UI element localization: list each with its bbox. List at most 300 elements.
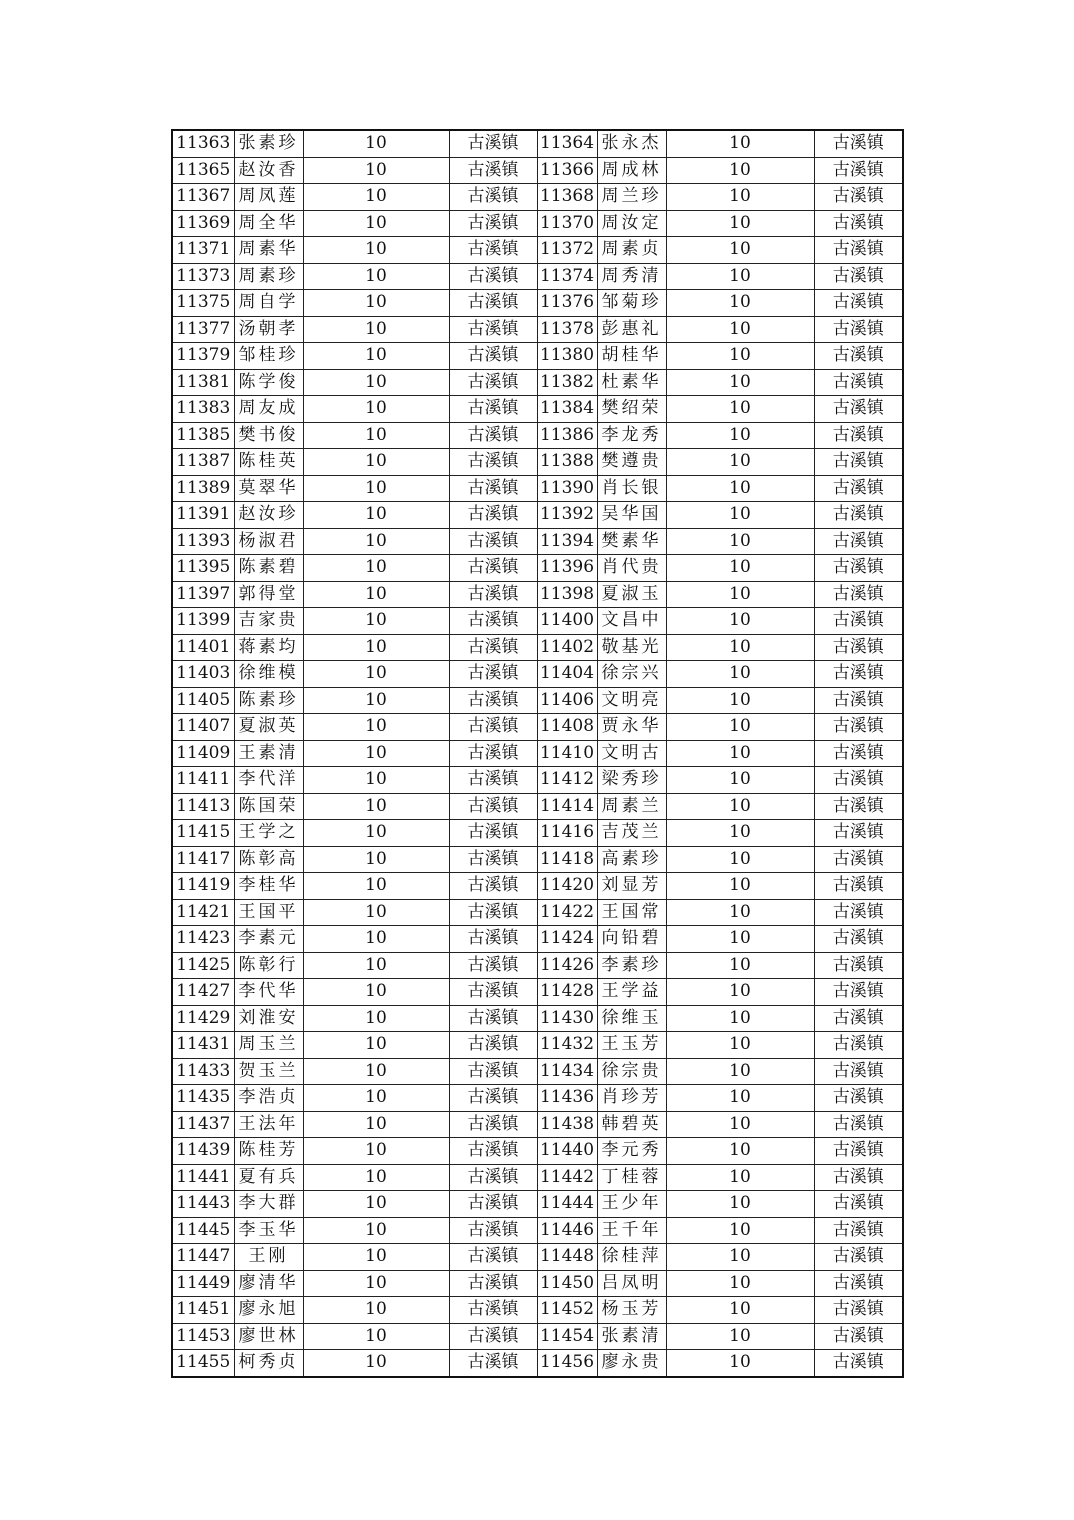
left-town-cell: 古溪镇 (449, 1350, 537, 1377)
table-row (172, 396, 903, 423)
right-name-cell: 吴华国 (597, 502, 666, 529)
left-id-cell: 11413 (172, 793, 234, 820)
left-id-cell: 11379 (172, 343, 234, 370)
right-id-cell: 11452 (537, 1297, 597, 1324)
left-amount-cell: 10 (303, 1032, 449, 1059)
table-row (172, 820, 903, 847)
right-name-cell: 杨玉芳 (597, 1297, 666, 1324)
table-row (172, 1297, 903, 1324)
table-row (172, 1111, 903, 1138)
left-town-cell: 古溪镇 (449, 343, 537, 370)
right-amount-cell: 10 (666, 1032, 814, 1059)
left-town-cell: 古溪镇 (449, 661, 537, 688)
right-town-cell: 古溪镇 (814, 1244, 903, 1271)
left-name-cell: 刘淮安 (234, 1005, 303, 1032)
left-name-cell: 赵汝珍 (234, 502, 303, 529)
right-name-cell: 杜素华 (597, 369, 666, 396)
right-town-cell: 古溪镇 (814, 396, 903, 423)
right-amount-cell: 10 (666, 237, 814, 264)
table-row (172, 634, 903, 661)
left-id-cell: 11397 (172, 581, 234, 608)
right-amount-cell: 10 (666, 449, 814, 476)
right-amount-cell: 10 (666, 1217, 814, 1244)
left-name-cell: 贺玉兰 (234, 1058, 303, 1085)
right-id-cell: 11426 (537, 952, 597, 979)
left-amount-cell: 10 (303, 555, 449, 582)
left-id-cell: 11445 (172, 1217, 234, 1244)
left-amount-cell: 10 (303, 1323, 449, 1350)
left-name-cell: 邹桂珍 (234, 343, 303, 370)
left-town-cell: 古溪镇 (449, 581, 537, 608)
right-town-cell: 古溪镇 (814, 263, 903, 290)
left-amount-cell: 10 (303, 1191, 449, 1218)
right-name-cell: 周汝定 (597, 210, 666, 237)
right-amount-cell: 10 (666, 157, 814, 184)
table-row (172, 926, 903, 953)
right-town-cell: 古溪镇 (814, 1323, 903, 1350)
right-id-cell: 11404 (537, 661, 597, 688)
table-row (172, 369, 903, 396)
table-row (172, 1270, 903, 1297)
left-name-cell: 廖清华 (234, 1270, 303, 1297)
left-id-cell: 11429 (172, 1005, 234, 1032)
left-town-cell: 古溪镇 (449, 449, 537, 476)
right-town-cell: 古溪镇 (814, 926, 903, 953)
left-name-cell: 王素清 (234, 740, 303, 767)
left-amount-cell: 10 (303, 1297, 449, 1324)
table-row (172, 1138, 903, 1165)
right-amount-cell: 10 (666, 1085, 814, 1112)
right-amount-cell: 10 (666, 979, 814, 1006)
table-row (172, 290, 903, 317)
right-name-cell: 周兰珍 (597, 184, 666, 211)
left-name-cell: 周玉兰 (234, 1032, 303, 1059)
right-town-cell: 古溪镇 (814, 634, 903, 661)
left-id-cell: 11369 (172, 210, 234, 237)
left-name-cell: 陈桂芳 (234, 1138, 303, 1165)
left-town-cell: 古溪镇 (449, 369, 537, 396)
right-id-cell: 11444 (537, 1191, 597, 1218)
right-id-cell: 11430 (537, 1005, 597, 1032)
left-amount-cell: 10 (303, 1270, 449, 1297)
right-town-cell: 古溪镇 (814, 369, 903, 396)
right-town-cell: 古溪镇 (814, 740, 903, 767)
right-town-cell: 古溪镇 (814, 1191, 903, 1218)
left-amount-cell: 10 (303, 581, 449, 608)
left-name-cell: 陈学俊 (234, 369, 303, 396)
right-id-cell: 11364 (537, 130, 597, 157)
right-amount-cell: 10 (666, 952, 814, 979)
right-name-cell: 张永杰 (597, 130, 666, 157)
left-name-cell: 徐维模 (234, 661, 303, 688)
table-row (172, 422, 903, 449)
table-row (172, 1217, 903, 1244)
right-amount-cell: 10 (666, 263, 814, 290)
left-id-cell: 11365 (172, 157, 234, 184)
right-amount-cell: 10 (666, 502, 814, 529)
right-town-cell: 古溪镇 (814, 1032, 903, 1059)
right-id-cell: 11392 (537, 502, 597, 529)
left-town-cell: 古溪镇 (449, 290, 537, 317)
right-name-cell: 肖长银 (597, 475, 666, 502)
right-name-cell: 周素兰 (597, 793, 666, 820)
right-town-cell: 古溪镇 (814, 687, 903, 714)
left-amount-cell: 10 (303, 422, 449, 449)
left-name-cell: 陈素珍 (234, 687, 303, 714)
left-town-cell: 古溪镇 (449, 1085, 537, 1112)
table-row (172, 130, 903, 157)
right-name-cell: 李元秀 (597, 1138, 666, 1165)
left-amount-cell: 10 (303, 1058, 449, 1085)
right-amount-cell: 10 (666, 661, 814, 688)
right-town-cell: 古溪镇 (814, 873, 903, 900)
table-row (172, 555, 903, 582)
right-town-cell: 古溪镇 (814, 767, 903, 794)
right-town-cell: 古溪镇 (814, 475, 903, 502)
right-id-cell: 11390 (537, 475, 597, 502)
right-id-cell: 11382 (537, 369, 597, 396)
left-name-cell: 李素元 (234, 926, 303, 953)
left-amount-cell: 10 (303, 1111, 449, 1138)
right-amount-cell: 10 (666, 767, 814, 794)
left-amount-cell: 10 (303, 263, 449, 290)
right-town-cell: 古溪镇 (814, 290, 903, 317)
right-amount-cell: 10 (666, 714, 814, 741)
right-amount-cell: 10 (666, 1164, 814, 1191)
right-name-cell: 李素珍 (597, 952, 666, 979)
table-row (172, 873, 903, 900)
left-town-cell: 古溪镇 (449, 952, 537, 979)
left-name-cell: 张素珍 (234, 130, 303, 157)
right-id-cell: 11374 (537, 263, 597, 290)
right-amount-cell: 10 (666, 290, 814, 317)
left-amount-cell: 10 (303, 767, 449, 794)
right-amount-cell: 10 (666, 740, 814, 767)
table-row (172, 661, 903, 688)
left-amount-cell: 10 (303, 396, 449, 423)
right-town-cell: 古溪镇 (814, 237, 903, 264)
left-amount-cell: 10 (303, 1164, 449, 1191)
left-town-cell: 古溪镇 (449, 873, 537, 900)
right-name-cell: 丁桂蓉 (597, 1164, 666, 1191)
right-amount-cell: 10 (666, 926, 814, 953)
left-id-cell: 11395 (172, 555, 234, 582)
left-name-cell: 王法年 (234, 1111, 303, 1138)
left-town-cell: 古溪镇 (449, 820, 537, 847)
left-id-cell: 11401 (172, 634, 234, 661)
left-town-cell: 古溪镇 (449, 714, 537, 741)
right-name-cell: 文明亮 (597, 687, 666, 714)
left-id-cell: 11385 (172, 422, 234, 449)
table-row (172, 343, 903, 370)
right-name-cell: 李龙秀 (597, 422, 666, 449)
roster-sheet (171, 129, 904, 1378)
right-town-cell: 古溪镇 (814, 820, 903, 847)
left-town-cell: 古溪镇 (449, 979, 537, 1006)
right-name-cell: 樊绍荣 (597, 396, 666, 423)
left-amount-cell: 10 (303, 157, 449, 184)
right-id-cell: 11378 (537, 316, 597, 343)
left-town-cell: 古溪镇 (449, 899, 537, 926)
left-name-cell: 李代华 (234, 979, 303, 1006)
right-amount-cell: 10 (666, 1138, 814, 1165)
right-id-cell: 11408 (537, 714, 597, 741)
left-id-cell: 11443 (172, 1191, 234, 1218)
right-town-cell: 古溪镇 (814, 1085, 903, 1112)
right-name-cell: 肖代贵 (597, 555, 666, 582)
left-amount-cell: 10 (303, 687, 449, 714)
left-town-cell: 古溪镇 (449, 1217, 537, 1244)
left-id-cell: 11441 (172, 1164, 234, 1191)
right-town-cell: 古溪镇 (814, 714, 903, 741)
right-name-cell: 肖珍芳 (597, 1085, 666, 1112)
left-id-cell: 11415 (172, 820, 234, 847)
right-amount-cell: 10 (666, 1244, 814, 1271)
right-id-cell: 11396 (537, 555, 597, 582)
left-amount-cell: 10 (303, 290, 449, 317)
right-name-cell: 彭惠礼 (597, 316, 666, 343)
right-town-cell: 古溪镇 (814, 210, 903, 237)
right-name-cell: 贾永华 (597, 714, 666, 741)
left-name-cell: 周自学 (234, 290, 303, 317)
left-amount-cell: 10 (303, 210, 449, 237)
left-town-cell: 古溪镇 (449, 687, 537, 714)
left-name-cell: 王学之 (234, 820, 303, 847)
right-amount-cell: 10 (666, 210, 814, 237)
right-amount-cell: 10 (666, 581, 814, 608)
right-name-cell: 周素贞 (597, 237, 666, 264)
right-town-cell: 古溪镇 (814, 1350, 903, 1377)
left-amount-cell: 10 (303, 475, 449, 502)
left-town-cell: 古溪镇 (449, 502, 537, 529)
left-id-cell: 11371 (172, 237, 234, 264)
left-name-cell: 李玉华 (234, 1217, 303, 1244)
left-name-cell: 赵汝香 (234, 157, 303, 184)
right-name-cell: 韩碧英 (597, 1111, 666, 1138)
left-amount-cell: 10 (303, 184, 449, 211)
left-id-cell: 11399 (172, 608, 234, 635)
left-id-cell: 11367 (172, 184, 234, 211)
left-town-cell: 古溪镇 (449, 740, 537, 767)
right-town-cell: 古溪镇 (814, 1111, 903, 1138)
right-name-cell: 王千年 (597, 1217, 666, 1244)
left-id-cell: 11381 (172, 369, 234, 396)
right-name-cell: 敬基光 (597, 634, 666, 661)
table-row (172, 1058, 903, 1085)
left-id-cell: 11375 (172, 290, 234, 317)
left-id-cell: 11425 (172, 952, 234, 979)
table-row (172, 714, 903, 741)
table-row (172, 740, 903, 767)
right-id-cell: 11388 (537, 449, 597, 476)
right-id-cell: 11366 (537, 157, 597, 184)
left-amount-cell: 10 (303, 1217, 449, 1244)
left-name-cell: 廖世林 (234, 1323, 303, 1350)
right-name-cell: 樊遵贵 (597, 449, 666, 476)
table-row (172, 979, 903, 1006)
right-town-cell: 古溪镇 (814, 184, 903, 211)
left-town-cell: 古溪镇 (449, 926, 537, 953)
left-town-cell: 古溪镇 (449, 475, 537, 502)
right-amount-cell: 10 (666, 184, 814, 211)
table-row (172, 1350, 903, 1377)
left-name-cell: 夏有兵 (234, 1164, 303, 1191)
right-town-cell: 古溪镇 (814, 661, 903, 688)
right-amount-cell: 10 (666, 475, 814, 502)
right-town-cell: 古溪镇 (814, 343, 903, 370)
table-row (172, 952, 903, 979)
left-id-cell: 11437 (172, 1111, 234, 1138)
left-amount-cell: 10 (303, 1350, 449, 1377)
left-name-cell: 杨淑君 (234, 528, 303, 555)
right-id-cell: 11416 (537, 820, 597, 847)
right-amount-cell: 10 (666, 343, 814, 370)
left-id-cell: 11405 (172, 687, 234, 714)
table-row (172, 475, 903, 502)
left-id-cell: 11403 (172, 661, 234, 688)
right-id-cell: 11368 (537, 184, 597, 211)
right-amount-cell: 10 (666, 528, 814, 555)
left-id-cell: 11455 (172, 1350, 234, 1377)
left-amount-cell: 10 (303, 846, 449, 873)
left-name-cell: 郭得堂 (234, 581, 303, 608)
right-amount-cell: 10 (666, 899, 814, 926)
left-id-cell: 11391 (172, 502, 234, 529)
left-town-cell: 古溪镇 (449, 422, 537, 449)
left-id-cell: 11451 (172, 1297, 234, 1324)
right-name-cell: 徐维玉 (597, 1005, 666, 1032)
right-town-cell: 古溪镇 (814, 979, 903, 1006)
left-id-cell: 11363 (172, 130, 234, 157)
right-town-cell: 古溪镇 (814, 608, 903, 635)
right-town-cell: 古溪镇 (814, 952, 903, 979)
right-town-cell: 古溪镇 (814, 449, 903, 476)
left-id-cell: 11389 (172, 475, 234, 502)
left-name-cell: 周素珍 (234, 263, 303, 290)
right-id-cell: 11446 (537, 1217, 597, 1244)
left-name-cell: 陈素碧 (234, 555, 303, 582)
table-row (172, 899, 903, 926)
left-amount-cell: 10 (303, 237, 449, 264)
right-name-cell: 廖永贵 (597, 1350, 666, 1377)
left-name-cell: 周素华 (234, 237, 303, 264)
left-name-cell: 李大群 (234, 1191, 303, 1218)
left-amount-cell: 10 (303, 926, 449, 953)
left-id-cell: 11407 (172, 714, 234, 741)
left-town-cell: 古溪镇 (449, 608, 537, 635)
left-amount-cell: 10 (303, 793, 449, 820)
right-town-cell: 古溪镇 (814, 581, 903, 608)
right-name-cell: 吉茂兰 (597, 820, 666, 847)
right-id-cell: 11398 (537, 581, 597, 608)
right-name-cell: 王少年 (597, 1191, 666, 1218)
left-amount-cell: 10 (303, 1005, 449, 1032)
left-amount-cell: 10 (303, 608, 449, 635)
roster-body (172, 130, 903, 1377)
right-id-cell: 11384 (537, 396, 597, 423)
left-town-cell: 古溪镇 (449, 1138, 537, 1165)
left-town-cell: 古溪镇 (449, 1244, 537, 1271)
left-name-cell: 夏淑英 (234, 714, 303, 741)
left-town-cell: 古溪镇 (449, 1005, 537, 1032)
left-town-cell: 古溪镇 (449, 1058, 537, 1085)
right-name-cell: 徐宗贵 (597, 1058, 666, 1085)
right-name-cell: 樊素华 (597, 528, 666, 555)
left-amount-cell: 10 (303, 661, 449, 688)
right-id-cell: 11456 (537, 1350, 597, 1377)
right-amount-cell: 10 (666, 820, 814, 847)
table-row (172, 1191, 903, 1218)
right-id-cell: 11454 (537, 1323, 597, 1350)
right-name-cell: 周秀清 (597, 263, 666, 290)
right-id-cell: 11372 (537, 237, 597, 264)
right-name-cell: 王玉芳 (597, 1032, 666, 1059)
right-id-cell: 11450 (537, 1270, 597, 1297)
table-row (172, 528, 903, 555)
table-row (172, 449, 903, 476)
table-row (172, 1085, 903, 1112)
right-amount-cell: 10 (666, 1297, 814, 1324)
right-amount-cell: 10 (666, 369, 814, 396)
right-town-cell: 古溪镇 (814, 502, 903, 529)
right-name-cell: 王国常 (597, 899, 666, 926)
left-id-cell: 11433 (172, 1058, 234, 1085)
right-id-cell: 11418 (537, 846, 597, 873)
right-town-cell: 古溪镇 (814, 316, 903, 343)
right-town-cell: 古溪镇 (814, 846, 903, 873)
right-name-cell: 徐宗兴 (597, 661, 666, 688)
right-name-cell: 徐桂萍 (597, 1244, 666, 1271)
left-amount-cell: 10 (303, 316, 449, 343)
right-id-cell: 11442 (537, 1164, 597, 1191)
left-town-cell: 古溪镇 (449, 846, 537, 873)
right-name-cell: 文昌中 (597, 608, 666, 635)
right-town-cell: 古溪镇 (814, 1058, 903, 1085)
table-row (172, 1323, 903, 1350)
right-id-cell: 11428 (537, 979, 597, 1006)
left-town-cell: 古溪镇 (449, 634, 537, 661)
right-amount-cell: 10 (666, 1058, 814, 1085)
right-id-cell: 11440 (537, 1138, 597, 1165)
right-town-cell: 古溪镇 (814, 1217, 903, 1244)
left-amount-cell: 10 (303, 820, 449, 847)
left-town-cell: 古溪镇 (449, 184, 537, 211)
left-amount-cell: 10 (303, 1138, 449, 1165)
right-town-cell: 古溪镇 (814, 899, 903, 926)
left-name-cell: 周凤莲 (234, 184, 303, 211)
table-row (172, 157, 903, 184)
right-id-cell: 11438 (537, 1111, 597, 1138)
table-row (172, 581, 903, 608)
right-name-cell: 梁秀珍 (597, 767, 666, 794)
right-id-cell: 11410 (537, 740, 597, 767)
left-name-cell: 廖永旭 (234, 1297, 303, 1324)
right-id-cell: 11412 (537, 767, 597, 794)
left-amount-cell: 10 (303, 714, 449, 741)
right-amount-cell: 10 (666, 316, 814, 343)
left-town-cell: 古溪镇 (449, 130, 537, 157)
left-amount-cell: 10 (303, 528, 449, 555)
left-name-cell: 周全华 (234, 210, 303, 237)
right-town-cell: 古溪镇 (814, 422, 903, 449)
table-row (172, 502, 903, 529)
left-town-cell: 古溪镇 (449, 767, 537, 794)
left-name-cell: 王刚 (234, 1244, 303, 1271)
left-town-cell: 古溪镇 (449, 1297, 537, 1324)
left-town-cell: 古溪镇 (449, 528, 537, 555)
right-town-cell: 古溪镇 (814, 1270, 903, 1297)
left-amount-cell: 10 (303, 1244, 449, 1271)
